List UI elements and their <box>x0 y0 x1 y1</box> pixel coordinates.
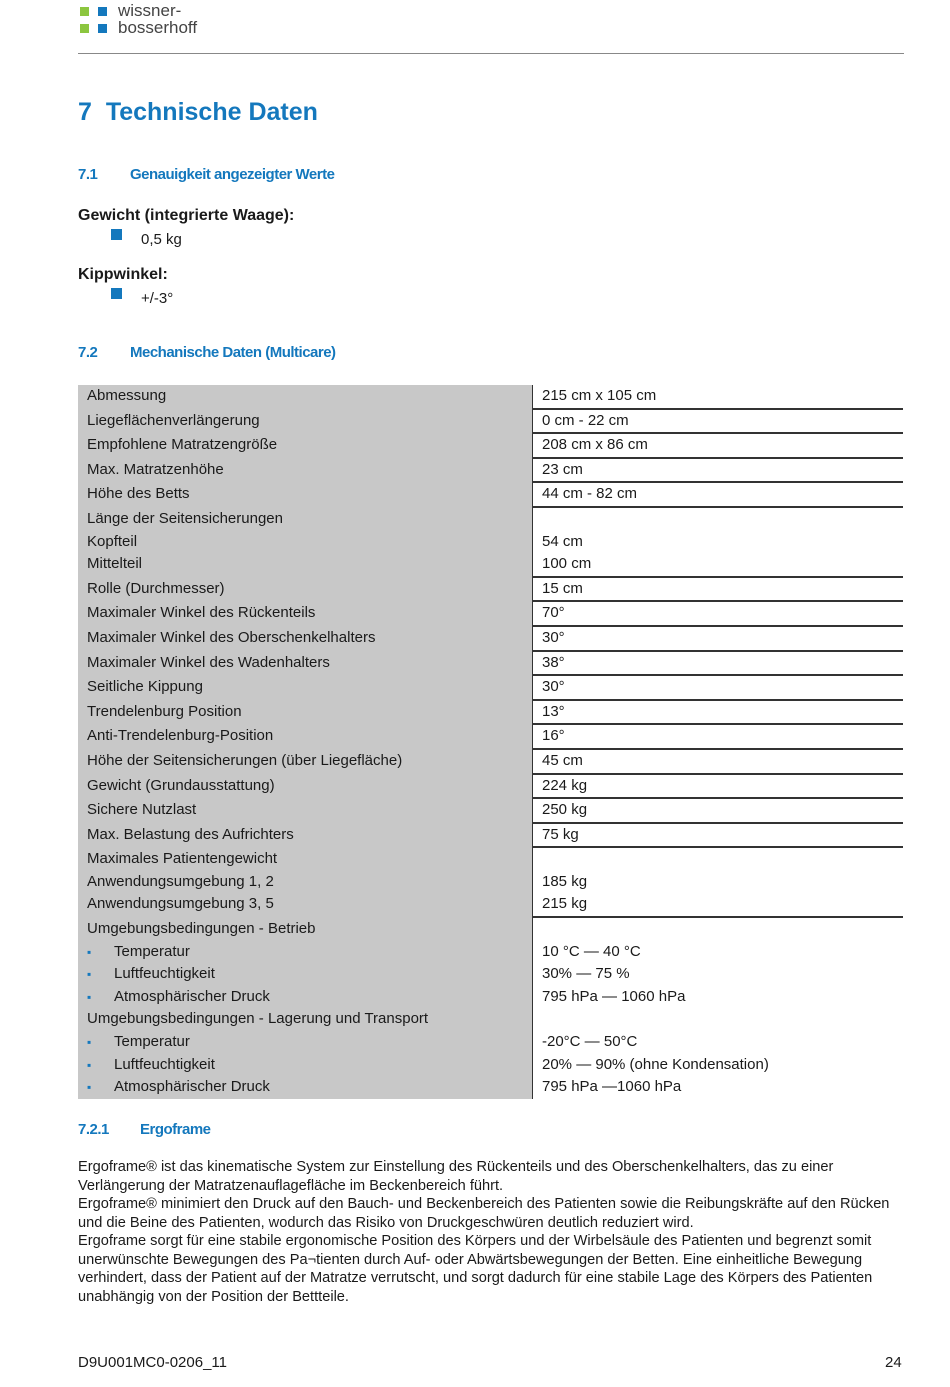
table-row <box>78 602 903 627</box>
table-row <box>78 676 903 701</box>
table-row <box>78 459 903 484</box>
spec-label: Max. Matratzenhöhe <box>87 460 224 478</box>
spec-value-cell <box>533 602 903 627</box>
spec-label-cell <box>78 508 533 578</box>
spec-value-cell <box>533 483 903 508</box>
spec-table <box>78 385 903 1099</box>
chapter-title: Technische Daten <box>105 98 318 126</box>
spec-value-cell <box>533 434 903 459</box>
section-7-1-heading <box>78 166 334 183</box>
spec-label-cell <box>78 701 533 726</box>
spec-label: Empfohlene Matratzengröße <box>87 436 278 454</box>
chapter-number: 7 <box>78 98 92 126</box>
spec-value <box>542 1008 903 1031</box>
logo-square-green-2 <box>80 24 89 33</box>
spec-label-cell <box>78 750 533 775</box>
section-7-2-1-heading <box>78 1121 211 1138</box>
spec-value-cell <box>533 578 903 603</box>
logo-square-blue-2 <box>98 24 107 33</box>
spec-value-cell <box>533 775 903 800</box>
spec-value: 44 cm - 82 cm <box>542 485 638 503</box>
spec-label-cell <box>78 578 533 603</box>
table-row <box>78 578 903 603</box>
weight-bullet <box>111 229 182 248</box>
spec-value: 13° <box>542 702 565 720</box>
spec-label: ▪ Temperatur <box>87 941 532 964</box>
spec-label: Max. Belastung des Aufrichters <box>87 825 294 843</box>
document-id: D9U001MC0-0206_11 <box>78 1354 227 1371</box>
table-row <box>78 918 903 1099</box>
spec-label: Sichere Nutzlast <box>87 801 197 819</box>
spec-value <box>542 508 903 531</box>
table-row <box>78 410 903 435</box>
spec-value: 185 kg <box>542 872 588 890</box>
table-row <box>78 652 903 677</box>
spec-label-cell <box>78 459 533 484</box>
bullet-dot-icon: ▪ <box>87 1057 92 1072</box>
spec-label: Umgebungsbedingungen - Betrieb <box>87 920 316 938</box>
spec-value: 23 cm <box>542 460 583 478</box>
spec-label-cell <box>78 627 533 652</box>
spec-value: 75 kg <box>542 825 579 843</box>
spec-label: Anwendungsumgebung 3, 5 <box>87 895 274 913</box>
spec-label-cell <box>78 725 533 750</box>
bullet-dot-icon: ▪ <box>87 944 92 959</box>
bullet-dot-icon: ▪ <box>87 989 92 1004</box>
spec-value-cell <box>533 701 903 726</box>
table-row <box>78 434 903 459</box>
bullet-dot-icon: ▪ <box>87 967 92 982</box>
spec-label-cell <box>78 434 533 459</box>
spec-label-cell <box>78 918 533 1099</box>
spec-label: ▪ Luftfeuchtigkeit <box>87 963 532 986</box>
tilt-bullet <box>111 288 174 307</box>
spec-label-cell <box>78 602 533 627</box>
spec-value: 38° <box>542 653 565 671</box>
spec-label: Maximaler Winkel des Oberschenkelhalters <box>87 628 376 646</box>
spec-label: Höhe der Seitensicherungen (über Liegefläche) <box>87 751 403 769</box>
section-number: 7.2 <box>78 344 98 361</box>
section-7-2-heading <box>78 344 336 361</box>
spec-label: ▪ Atmosphärischer Druck <box>87 1076 532 1099</box>
table-row <box>78 627 903 652</box>
spec-label: Länge der Seitensicherungen <box>87 509 283 527</box>
table-row <box>78 848 903 918</box>
spec-label-cell <box>78 385 533 410</box>
weight-value: 0,5 kg <box>141 231 182 248</box>
ergoframe-description <box>78 1158 908 1306</box>
spec-value: 795 hPa —1060 hPa <box>542 1078 682 1096</box>
spec-label-cell <box>78 676 533 701</box>
spec-label: Maximaler Winkel des Wadenhalters <box>87 653 330 671</box>
page-number: 24 <box>885 1354 902 1371</box>
section-title: Mechanische Daten (Multicare) <box>130 344 336 361</box>
spec-label-cell <box>78 824 533 849</box>
spec-value: 100 cm <box>542 555 592 573</box>
spec-label: ▪ Luftfeuchtigkeit <box>87 1054 532 1077</box>
spec-value: 215 cm x 105 cm <box>542 387 657 404</box>
logo-square-blue-1 <box>98 7 107 16</box>
spec-value: 15 cm <box>542 579 583 597</box>
spec-value-cell <box>533 385 903 410</box>
spec-label-cell <box>78 410 533 435</box>
spec-value: 215 kg <box>542 895 588 913</box>
page-title <box>78 98 318 127</box>
spec-label: ▪ Atmosphärischer Druck <box>87 986 532 1009</box>
spec-value-cell <box>533 459 903 484</box>
spec-label-cell <box>78 483 533 508</box>
section-number: 7.1 <box>78 166 98 183</box>
paragraph: Ergoframe® ist das kinematische System zur Einstellung des Rückenteils und des Oberschenkelhalters, das zu einer Verlängerung der Matratzenauflagefläche im Beckenbereich führt. <box>78 1159 834 1194</box>
spec-value: 250 kg <box>542 801 588 819</box>
table-row <box>78 725 903 750</box>
spec-value-cell <box>533 725 903 750</box>
spec-value <box>542 848 903 871</box>
spec-value: 224 kg <box>542 776 588 794</box>
spec-value: 30° <box>542 628 565 646</box>
tilt-value: +/-3° <box>141 290 174 307</box>
spec-value: 30° <box>542 678 565 696</box>
spec-value: 208 cm x 86 cm <box>542 436 648 454</box>
spec-label: Rolle (Durchmesser) <box>87 579 225 597</box>
table-row <box>78 483 903 508</box>
spec-value: 0 cm - 22 cm <box>542 411 629 429</box>
spec-label: Maximales Patientengewicht <box>87 850 278 868</box>
spec-label: Mittelteil <box>87 555 143 573</box>
table-row <box>78 824 903 849</box>
bullet-dot-icon: ▪ <box>87 1080 92 1095</box>
spec-label-cell <box>78 799 533 824</box>
spec-value-cell <box>533 918 903 1099</box>
logo-square-green-1 <box>80 7 89 16</box>
logo-text-line1: wissner- <box>118 1 182 20</box>
table-row <box>78 385 903 410</box>
spec-label: Abmessung <box>87 387 167 404</box>
spec-label-cell <box>78 848 533 918</box>
paragraph: Ergoframe sorgt für eine stabile ergonomische Position des Körpers und der Wirbelsäule des Patienten und begrenzt somit unerwünschte Bewegungen des Pa¬tienten durch Auf- oder Abwärtsbewegungen der Betten. Eine einheitliche Bewegung verhindert, dass der Patient auf der Matratze verrutscht, und sorgt dadurch für eine stabile Lage des Körpers des Patienten unabhängig von der Position der Bettteile. <box>78 1233 873 1305</box>
spec-value: 70° <box>542 604 565 622</box>
spec-label: ▪ Temperatur <box>87 1031 532 1054</box>
spec-value: 795 hPa — 1060 hPa <box>542 987 686 1005</box>
spec-value-cell <box>533 799 903 824</box>
spec-value: 20% — 90% (ohne Kondensation) <box>542 1055 769 1073</box>
spec-value: 16° <box>542 727 565 745</box>
spec-label: Trendelenburg Position <box>87 702 242 720</box>
spec-value-cell <box>533 652 903 677</box>
table-row <box>78 799 903 824</box>
spec-value: 10 °C — 40 °C <box>542 942 641 960</box>
section-number: 7.2.1 <box>78 1121 109 1138</box>
spec-value: 45 cm <box>542 751 583 769</box>
spec-value-cell <box>533 676 903 701</box>
spec-value: 54 cm <box>542 532 583 550</box>
table-row <box>78 508 903 578</box>
spec-label: Kopfteil <box>87 532 138 550</box>
spec-value-cell <box>533 848 903 918</box>
spec-label: Gewicht (Grundausstattung) <box>87 776 275 794</box>
spec-label-cell <box>78 775 533 800</box>
table-row <box>78 775 903 800</box>
spec-value-cell <box>533 750 903 775</box>
weight-label: Gewicht (integrierte Waage): <box>78 207 295 224</box>
bullet-dot-icon: ▪ <box>87 1035 92 1050</box>
spec-label: Umgebungsbedingungen - Lagerung und Transport <box>87 1010 429 1028</box>
spec-label: Anwendungsumgebung 1, 2 <box>87 872 274 890</box>
header-divider <box>78 53 904 54</box>
spec-label: Anti-Trendelenburg-Position <box>87 727 274 745</box>
bullet-square <box>111 288 122 299</box>
spec-label: Liegeflächenverlängerung <box>87 411 260 429</box>
spec-value-cell <box>533 508 903 578</box>
logo-text-line2: bosserhoff <box>118 18 198 37</box>
spec-label: Maximaler Winkel des Rückenteils <box>87 604 316 622</box>
bullet-square <box>111 229 122 240</box>
spec-value: 30% — 75 % <box>542 965 630 983</box>
spec-value-cell <box>533 627 903 652</box>
section-title: Genauigkeit angezeigter Werte <box>130 166 335 183</box>
spec-value-cell <box>533 824 903 849</box>
spec-label-cell <box>78 652 533 677</box>
spec-label: Höhe des Betts <box>87 485 190 503</box>
spec-value: -20°C — 50°C <box>542 1033 638 1051</box>
table-row <box>78 750 903 775</box>
spec-label: Seitliche Kippung <box>87 678 203 696</box>
table-row <box>78 701 903 726</box>
tilt-label: Kippwinkel: <box>78 266 168 283</box>
spec-value <box>542 918 903 941</box>
spec-value-cell <box>533 410 903 435</box>
paragraph: Ergoframe® minimiert den Druck auf den Bauch- und Beckenbereich des Patienten sowie die Reibungskräfte auf den Rücken und die Beine des Patienten, wodurch das Risiko von Druckgeschwüren deutlich reduziert wird. <box>78 1196 890 1231</box>
section-title: Ergoframe <box>140 1121 211 1138</box>
